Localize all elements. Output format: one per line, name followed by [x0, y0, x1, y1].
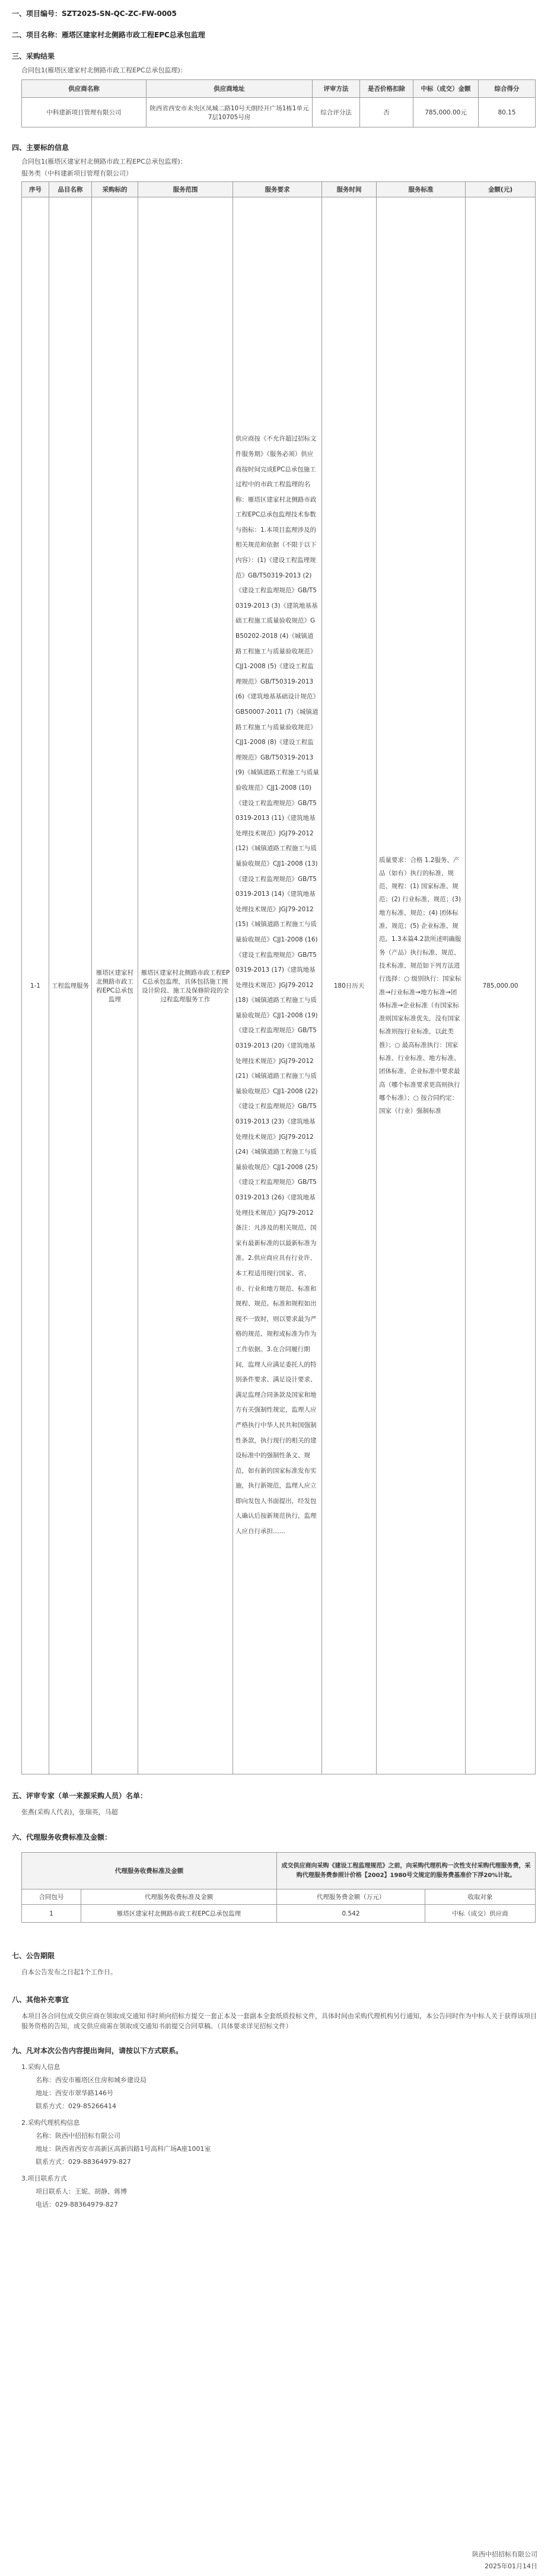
project-name: 二、项目名称：雁塔区建家村北侧路市政工程EPC总承包监理 [12, 31, 205, 39]
purchaser-address: 地址：西安市翠华路146号 [36, 2089, 113, 2097]
table-row [22, 98, 536, 127]
result-header: 是否价格扣除 [360, 80, 413, 98]
fee-package-number: 1 [22, 1905, 81, 1923]
agency-fee-table [21, 1852, 536, 1923]
announcement-period-heading: 七、公告期限 [12, 1952, 55, 1960]
procurement-target: 雁塔区建家村北侧路市政工程EPC总承包监理 [92, 197, 138, 1774]
subject-header: 序号 [22, 182, 49, 197]
result-header: 中标（成交）金额 [413, 80, 479, 98]
fee-subheader: 收取对象 [425, 1889, 536, 1905]
procurement-result-heading: 三、采购结果 [12, 52, 55, 60]
fee-subheader: 合同包号 [22, 1889, 81, 1905]
contract-package-label: 合同包1(雁塔区建家村北侧路市政工程EPC总承包监理)： [21, 158, 187, 165]
agency-phone: 联系方式：029-88364979-827 [36, 2158, 131, 2166]
supplier-address: 陕西省西安市未央区凤城二路10号天朗经开广场1栋1单元7层10705号房 [147, 98, 313, 127]
result-header: 综合得分 [479, 80, 536, 98]
subject-header: 服务要求 [233, 182, 322, 197]
subject-header: 金额(元) [466, 182, 536, 197]
contact-heading: 九、凡对本次公告内容提出询问，请按以下方式联系。 [12, 2047, 183, 2055]
service-requirements: 供应商按《不允许超过招标文件服务期》（服务必须）供应商按时间完成EPC总承包施工过程中的市政工程监理的名称：雁塔区建家村北侧路市政工程EPC总承包监理技术参数与指标：1.本项目监理涉及的相关规范和依据（不限于以下内容）：(1)《建设工程监理规范》GB/T50319-2013 (2)《建设工程监理规范》GB/T50319-2013 (3)《建筑地基基础工程施工质量验收规范》GB50202-2018 (4)《城镇道路工程施工与质量验收规范》CJJ1-2008 (5)《建设工程监理规范》GB/T50319-2013 (6)《建筑地基基础设计规范》GB50007-2011 (7)《城镇道路工程施工与质量验收规范》CJJ1-2008 (8)《建设工程监理规范》GB/T50319-2013 (9)《城镇道路工程施工与质量验收规范》CJJ1-2008 (10)《建设工程监理规范》GB/T50319-2013 (11)《建筑地基处理技术规范》JGJ79-2012 (12)《城镇道路工程施工与质量验收规范》CJJ1-2008 (13)《建设工程监理规范》GB/T50319-2013 (14)《建筑地基处理技术规范》JGJ79-2012 (15)《城镇道路工程施工与质量验收规范》CJJ1-2008 (16)《建设工程监理规范》GB/T50319-2013 (17)《建筑地基处理技术规范》JGJ79-2012 (18)《城镇道路工程施工与质量验收规范》CJJ1-2008 (19)《建设工程监理规范》GB/T50319-2013 (20)《建筑地基处理技术规范》JGJ79-2012 (21)《城镇道路工程施工与质量验收规范》CJJ1-2008 (22)《建设工程监理规范》GB/T50319-2013 (23)《建筑地基处理技术规范》JGJ79-2012 (24)《城镇道路工程施工与质量验收规范》CJJ1-2008 (25)《建设工程监理规范》GB/T50319-2013 (26)《建筑地基处理技术规范》JGJ79-2012 备注：凡涉及的相关规范、国家有最新标准的以最新标准为准。2.供应商应具有行业许、本工程适用现行国家、省、市、行业和地方规范、标准和规程、规范。标准和规程如出现不一致时，则以要求最为严格的规范、规程或标准为作为工作依据。3.在合同履行期间，监理人应满足委托人的特别条件要求、满足设计要求、满足监理合同条款及国家和地方有关强制性规定，监理人应严格执行中华人民共和国强制性条款，执行现行的相关的建设标准中的强制性条文、规范，如有新的国家标准发布实施，执行新规范，监理人应立即向发包人书面提出，经发包人确认后按新规范执行，监理人应自行承担…… [233, 197, 322, 1774]
subject-table [21, 181, 536, 1774]
agency-name: 名称：陕西中招招标有限公司 [36, 2132, 120, 2140]
contract-package-label: 合同包1(雁塔区建家村北侧路市政工程EPC总承包监理)： [21, 66, 187, 74]
award-amount: 785,000.00元 [413, 98, 479, 127]
fee-standard-header: 代理服务收费标准及金额 [22, 1853, 277, 1889]
issuer-name: 陕西中招招标有限公司 [472, 2551, 537, 2558]
fee-subheader: 代理服务收费标准及金额 [81, 1889, 277, 1905]
experts-list: 张燕(采购人代表)，张瑞英，马超 [21, 1808, 118, 1816]
subject-header: 服务范围 [138, 182, 233, 197]
fee-payer: 中标（成交）供应商 [425, 1905, 536, 1923]
subject-header: 品目名称 [49, 182, 92, 197]
agency-fee-heading: 六、代理服务收费标准及金额： [12, 1833, 112, 1841]
announcement-period: 自本公告发布之日起1个工作日。 [21, 1968, 117, 1976]
service-category-label: 服务类（中科建新项目管理有限公司） [21, 170, 132, 177]
agency-info-title: 2.采购代理机构信息 [21, 2119, 80, 2127]
agency-address: 地址：陕西省西安市高新区高新四路1号高科广场A座1001室 [36, 2145, 211, 2153]
issue-date: 2025年01月14日 [485, 2562, 537, 2570]
evaluation-method: 综合评分法 [313, 98, 360, 127]
project-number: 一、项目编号：SZT2025-SN-QC-ZC-FW-0005 [12, 9, 177, 18]
result-header: 供应商名称 [22, 80, 147, 98]
item-name: 工程监理服务 [49, 197, 92, 1774]
subject-header: 服务时间 [322, 182, 377, 197]
result-table [21, 79, 536, 127]
total-score: 80.15 [479, 98, 536, 127]
subject-header: 采购标的 [92, 182, 138, 197]
service-standard: 质量要求：合格 1.2服务、产品（如有）执行的标准、规范、规程：(1) 国家标准、规范；(2) 行业标准、规范；(3) 地方标准、规范；(4) 团体标准、规范；(5) 企业标准、规范。1.3本篇4.2款所述明确服务（产品）执行标准、规范、技术标准、规范如下列方法进行选择：○ 级别执行：国家标准→行业标准→地方标准→团体标准→企业标准（有国家标准则国家标准优先，没有国家标准则按行业标准，以此类推）；○ 最高标准执行：国家标准、行业标准、地方标准、团体标准、企业标准中要求最高（哪个标准要求更高则执行哪个标准）；○ 按合同约定：国家（行业）强制标准 [377, 197, 466, 1774]
service-time: 180日历天 [322, 197, 377, 1774]
other-matters-text: 本项目各合同包成交供应商在领取成交通知书时须向招标方提交一套正本及一套副本全套纸质投标文件，具体时间由采购代理机构另行通知，本公告同时作为中标人关于获得该项目服务资格的告知，成交供应商需在领取成交通知书前提交合同草稿。（具体要求详见招标文件） [21, 2012, 537, 2030]
table-row [22, 1905, 536, 1923]
fee-rule-text: 成交供应商向采购《建设工程监理规范》之前，向采购代理机构一次性支付采购代理服务费，采购代理服务费参照计价格【2002】1980号文规定的服务费基准价下浮20%计取。 [277, 1853, 536, 1889]
supplier-name: 中科建新项目管理有限公司 [22, 98, 147, 127]
experts-heading: 五、评审专家（单一来源采购人员）名单： [12, 1792, 148, 1800]
project-contact-title: 3.项目联系方式 [21, 2175, 67, 2182]
purchaser-name: 名称：西安市雁塔区住房和城乡建设局 [36, 2076, 147, 2084]
project-contact-names: 项目联系人：王妮、胡静、蒋博 [36, 2188, 127, 2195]
fee-subheader: 代理服务费金额（万元） [277, 1889, 425, 1905]
purchaser-info-title: 1.采购人信息 [21, 2063, 61, 2071]
price-deduction: 否 [360, 98, 413, 127]
project-contact-phone: 电话：029-88364979-827 [36, 2201, 118, 2208]
other-matters-heading: 八、其他补充事宜 [12, 1996, 69, 2004]
result-header: 供应商地址 [147, 80, 313, 98]
table-row [22, 197, 536, 1774]
fee-package-name: 雁塔区建家村北侧路市政工程EPC总承包监理 [81, 1905, 277, 1923]
main-subject-heading: 四、主要标的信息 [12, 143, 69, 152]
service-scope: 雁塔区建家村北侧路市政工程EPC总承包监理，具体包括施工图设计阶段、施工及保修阶段的全过程监理服务工作 [138, 197, 233, 1774]
row-number: 1-1 [22, 197, 49, 1774]
amount: 785,000.00 [466, 197, 536, 1774]
subject-header: 服务标准 [377, 182, 466, 197]
purchaser-phone: 联系方式：029-85266414 [36, 2102, 116, 2110]
result-header: 评审方法 [313, 80, 360, 98]
fee-amount: 0.542 [277, 1905, 425, 1923]
